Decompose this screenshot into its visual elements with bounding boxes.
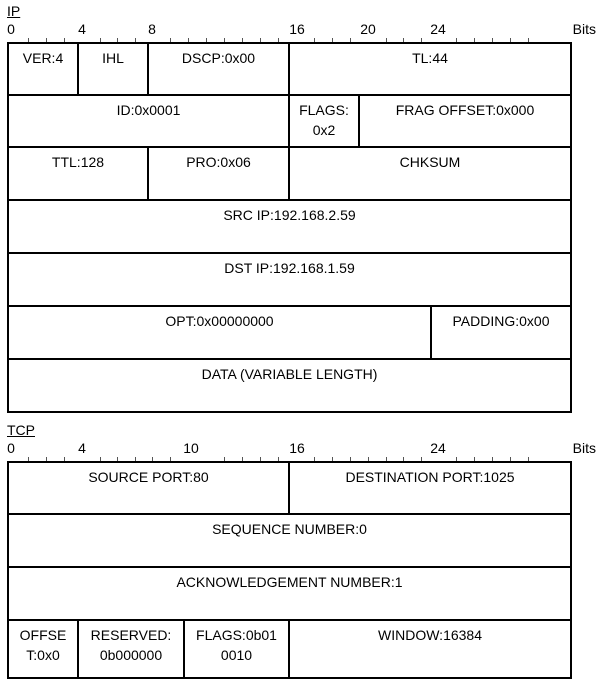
ip-ruler-label-24: 24 <box>430 21 446 37</box>
ip-source-address-field: SRC IP:192.168.2.59 <box>7 199 572 254</box>
ip-ttl-field: TTL:128 <box>7 146 149 201</box>
tcp-ruler-label-24: 24 <box>430 440 446 456</box>
tcp-offset-field: OFFSE T:0x0 <box>7 619 79 679</box>
tcp-reserved-field: RESERVED: 0b000000 <box>77 619 185 679</box>
ip-dscp-field: DSCP:0x00 <box>147 42 290 96</box>
ip-ruler-label-8: 8 <box>148 21 156 37</box>
ip-frag-offset-field: FRAG OFFSET:0x000 <box>358 94 572 148</box>
ip-ver-field: VER:4 <box>7 42 79 96</box>
tcp-ruler-label-0: 0 <box>7 440 15 456</box>
ip-ruler-label-16: 16 <box>289 21 305 37</box>
tcp-section-title: TCP <box>7 422 35 438</box>
ip-ruler-unit: Bits <box>572 21 596 37</box>
ip-ruler-label-0: 0 <box>7 21 15 37</box>
ip-section-title: IP <box>7 3 21 19</box>
tcp-destination-port-field: DESTINATION PORT:1025 <box>288 461 572 515</box>
ip-flags-field: FLAGS: 0x2 <box>288 94 360 148</box>
ip-data-field: DATA (VARIABLE LENGTH) <box>7 358 572 413</box>
ip-ruler-label-20: 20 <box>360 21 376 37</box>
ip-ihl-field: IHL <box>77 42 149 96</box>
tcp-window-field: WINDOW:16384 <box>288 619 572 679</box>
tcp-sequence-number-field: SEQUENCE NUMBER:0 <box>7 513 572 568</box>
ip-options-field: OPT:0x00000000 <box>7 305 432 360</box>
ip-checksum-field: CHKSUM <box>288 146 572 201</box>
ip-protocol-field: PRO:0x06 <box>147 146 290 201</box>
ip-ruler-label-4: 4 <box>78 21 86 37</box>
tcp-source-port-field: SOURCE PORT:80 <box>7 461 290 515</box>
tcp-ruler-label-10: 10 <box>183 440 199 456</box>
ip-destination-address-field: DST IP:192.168.1.59 <box>7 252 572 307</box>
ip-total-length-field: TL:44 <box>288 42 572 96</box>
ip-padding-field: PADDING:0x00 <box>430 305 572 360</box>
tcp-flags-field: FLAGS:0b01 0010 <box>183 619 290 679</box>
tcp-ack-number-field: ACKNOWLEDGEMENT NUMBER:1 <box>7 566 572 621</box>
tcp-ruler-unit: Bits <box>572 440 596 456</box>
tcp-ruler-label-16: 16 <box>289 440 305 456</box>
ip-id-field: ID:0x0001 <box>7 94 290 148</box>
tcp-ruler-label-4: 4 <box>78 440 86 456</box>
